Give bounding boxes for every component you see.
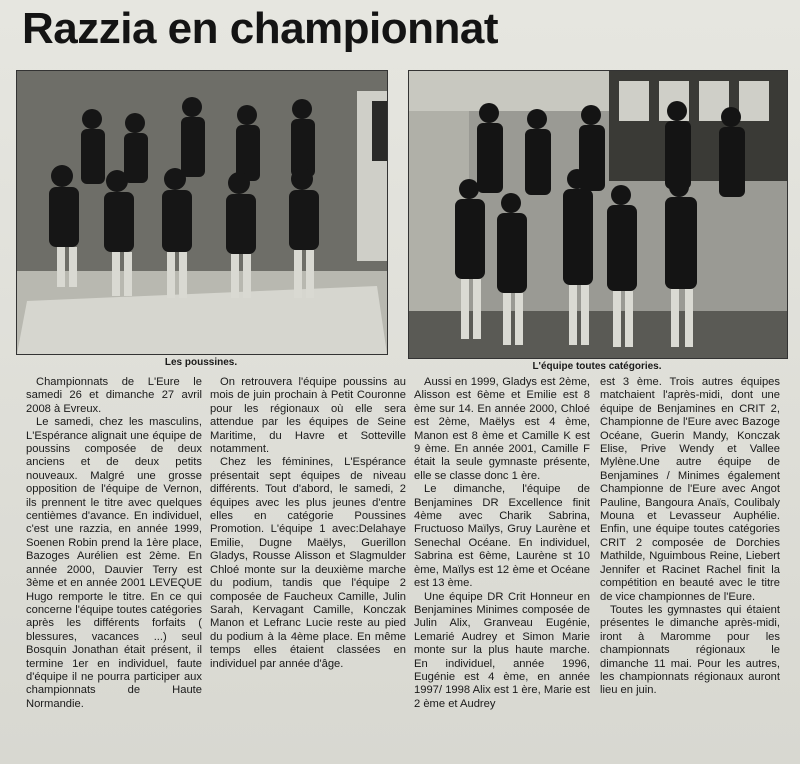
article-column-1 <box>26 376 202 711</box>
article-paragraph: est 3 ème. Trois autres équipes matchaient l'après-midi, dont une équipe de Benjamines en CRIT 2, Championne de l'Eure avec Bazoge Océane, Guerin Mandy, Konczak Elise, Prive Wendy et Vallee Mylène.Une autre équipe de Benjamines / Minimes également Championne de l'Eure avec Angot Pauline, Bangoura Anaïs, Coulibaly Mouna et Levasseur Auphélie. Enfin, une équipe toutes catégories CRIT 2 composée de Dorchies Mathilde, Nguimbous Reine, Liebert Jennifer et Racinet Rachel finit la compétition en beauté avec le titre de vice championnes de l'Eure. <box>600 376 780 603</box>
article-paragraph: Chez les féminines, L'Espérance présentait sept équipes de niveau différents. Tout d'abord, le samedi, 2 équipes avec les plus jeunes d'entre elles en catégorie Poussines Promotion. L'équipe 1 avec:Delahaye Emilie, Dugne Maëlys, Guerillon Gladys, Rousse Alisson et Slagmulder Chloé monte sur la deuxième marche du podium, tandis que l'équipe 2 composée de Faucheux Camille, Julin Sarah, Kervagant Camille, Konczak Manon et Lefranc Lucie reste au pied du podium à la 4ème place. En même temps elles étaient classées en individuel par année d'âge. <box>210 456 406 670</box>
article-paragraph: Une équipe DR Crit Honneur en Benjamines Minimes composée de Julin Alix, Granveau Eugénie, Lemarié Audrey et Simon Marie monte sur la plus haute marche. En individuel, année 1996, Eugénie est 4 ème, en année 1997/ 1998 Alix est 1 ère, Marie est 2 ème et Audrey <box>414 590 590 710</box>
article-paragraph: Aussi en 1999, Gladys est 2ème, Alisson est 6ème et Emilie est 8 ème sur 14. En année 2000, Chloé est 2ème, Maëlys est 4 ème, Manon est 8 ème et Camille K est 9 ème. En année 2001, Camille F était la seule gymnaste présente, elle se classe donc 1 ère. <box>414 376 590 482</box>
article-column-3 <box>414 376 590 711</box>
article-paragraph: Le samedi, chez les masculins, L'Espérance alignait une équipe de poussins composée de deux anciens et de deux petits nouveaux. Malgré une grosse opposition de l'équipe de Vernon, ils prennent le titre avec quelques centièmes d'avance. En individuel, c'est une razzia, en année 1999, Soenen Robin prend la 1ère place, Bazoges Aurélien est 2ème. En année 2000, Dauvier Terry est 3ème et en année 2001 LEVEQUE Hugo remporte le titre. En ce qui concerne l'équipe toutes catégories après les différents forfaits ( blessures, vacances ...) seul Bosquin Jonathan était présent, il termine 1er en individuel, faute d'équipe il ne pourra participer aux championnats de Haute Normandie. <box>26 416 202 710</box>
photo-caption: Les poussines. <box>164 357 238 368</box>
photo-toutes-categories <box>408 70 788 359</box>
article-paragraph: Le dimanche, l'équipe de Benjamines DR Excellence finit 4ème avec Charik Sabrina, Fructuoso Maïlys, Gruy Laurène et Senechal Océane. En individuel, Sabrina est 6ème, Laurène st 10 ème, Maïlys est 12 ème et Océane est 13 ème. <box>414 483 590 590</box>
photo-caption: L'équipe toutes catégories. <box>532 361 662 372</box>
article-column-4 <box>600 376 780 698</box>
article-paragraph: On retrouvera l'équipe poussins au mois de juin prochain à Petit Couronne pour les régionaux où elle sera attendue par les équipes de Seine Maritime, du Havre et Sotteville notamment. <box>210 376 406 456</box>
article-paragraph: Championnats de L'Eure le samedi 26 et dimanche 27 avril 2008 à Evreux. <box>26 376 202 415</box>
article-column-2 <box>210 376 406 671</box>
article-paragraph: Toutes les gymnastes qui étaient présentes le dimanche après-midi, iront à Maromme pour les championnats régionaux le dimanche 11 mai. Pour les autres, les championnats régionaux auront lieu en juin. <box>600 603 780 697</box>
headline: Razzia en championnat <box>22 4 499 53</box>
photo-poussines <box>16 70 388 355</box>
